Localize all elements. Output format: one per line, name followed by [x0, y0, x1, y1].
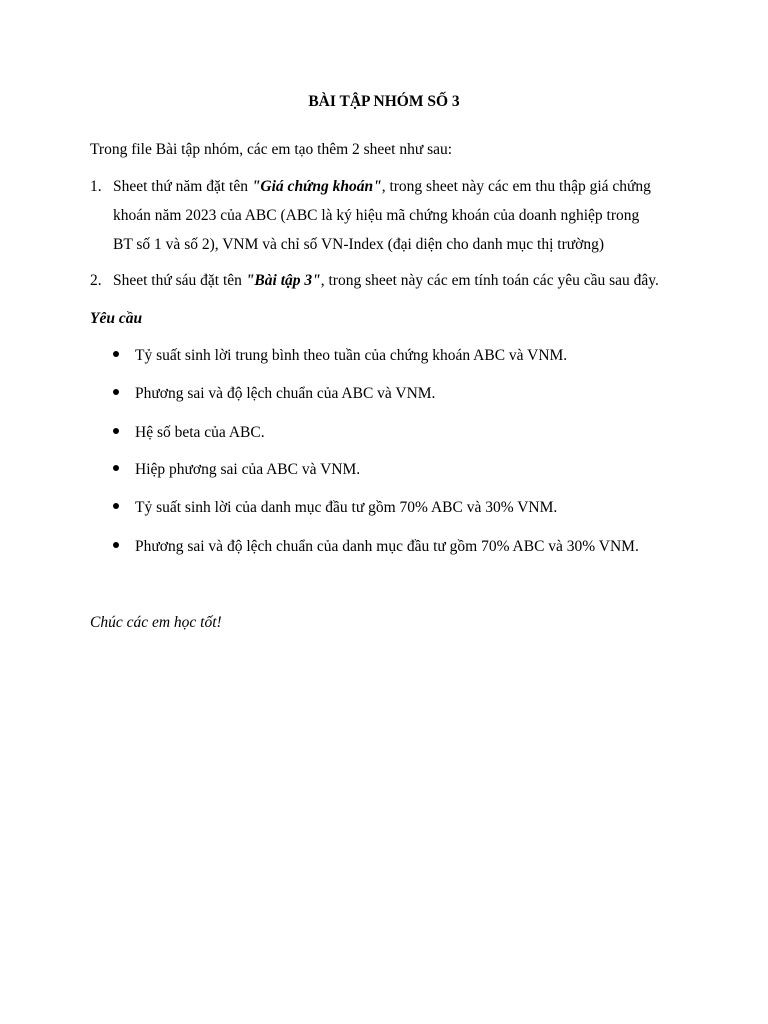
- requirement-text: Tỷ suất sinh lời trung bình theo tuần của chứng khoán ABC và VNM.: [135, 347, 568, 364]
- item-1-line-1: [113, 178, 651, 196]
- requirements-heading: Yêu cầu: [90, 310, 143, 327]
- document-title: BÀI TẬP NHÓM SỐ 3: [308, 93, 460, 110]
- item-1-line-3: BT số 1 và số 2), VNM và chỉ số VN-Index (đại diện cho danh mục thị trường): [113, 236, 604, 253]
- item-1-number: 1.: [90, 178, 102, 195]
- item-2-sheet-name: "Bài tập 3": [245, 272, 321, 289]
- item-1-line-2: khoán năm 2023 của ABC (ABC là ký hiệu mã chứng khoán của doanh nghiệp trong: [113, 207, 640, 224]
- requirement-text: Hệ số beta của ABC.: [135, 424, 265, 441]
- requirement-item: [113, 538, 639, 556]
- requirement-item: [113, 385, 435, 403]
- requirement-item: [113, 461, 360, 479]
- bullet-icon: [113, 428, 119, 434]
- requirement-item: [113, 424, 265, 442]
- bullet-icon: [113, 542, 119, 548]
- item-1-prefix: Sheet thứ năm đặt tên: [113, 178, 252, 195]
- requirement-text: Tỷ suất sinh lời của danh mục đầu tư gồm 70% ABC và 30% VNM.: [135, 499, 558, 516]
- closing-note: Chúc các em học tốt!: [90, 614, 222, 631]
- requirement-text: Hiệp phương sai của ABC và VNM.: [135, 461, 361, 478]
- requirement-text: Phương sai và độ lệch chuẩn của danh mục đầu tư gồm 70% ABC và 30% VNM.: [135, 538, 639, 555]
- item-2-number: 2.: [90, 272, 102, 289]
- requirement-text: Phương sai và độ lệch chuẩn của ABC và VNM.: [135, 385, 436, 402]
- item-1-sheet-name: "Giá chứng khoán": [251, 178, 382, 195]
- item-2-line-1: [113, 272, 659, 290]
- item-2-suffix: , trong sheet này các em tính toán các yêu cầu sau đây.: [320, 272, 659, 289]
- bullet-icon: [113, 465, 119, 471]
- bullet-icon: [113, 503, 119, 509]
- requirement-item: [113, 499, 557, 517]
- requirement-item: [113, 347, 567, 365]
- bullet-icon: [113, 351, 119, 357]
- item-1-suffix: , trong sheet này các em thu thập giá chứng: [381, 178, 651, 195]
- item-2-prefix: Sheet thứ sáu đặt tên: [113, 272, 246, 289]
- intro-paragraph: Trong file Bài tập nhóm, các em tạo thêm 2 sheet như sau:: [90, 141, 453, 158]
- bullet-icon: [113, 389, 119, 395]
